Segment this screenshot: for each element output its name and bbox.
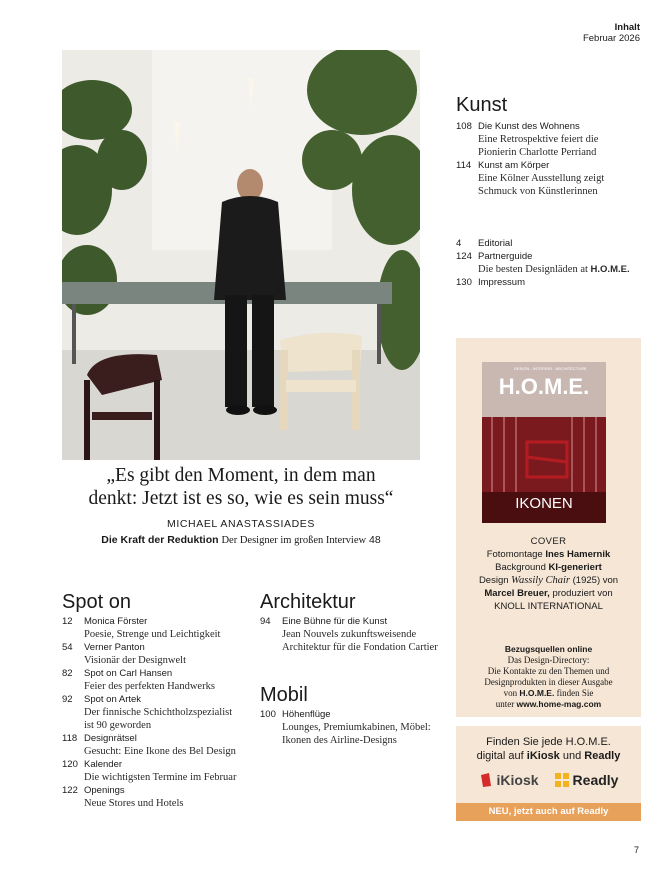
toc-title: Kunst am Körper — [478, 160, 550, 171]
credit-value: Ines Hamernik — [545, 549, 611, 560]
cover-panel — [456, 338, 641, 717]
toc-desc: Poesie, Strenge und Leichtigkeit — [84, 629, 221, 640]
page-number: 7 — [633, 845, 639, 855]
toc-desc: Gesucht: Eine Ikone des Bel Design — [84, 746, 236, 757]
toc-desc: Eine Retrospektive feiert die — [478, 134, 599, 145]
section-label: Inhalt — [614, 22, 640, 33]
quote-desc: Der Designer im großen Interview — [221, 535, 367, 546]
credit-background — [456, 561, 641, 574]
toc-desc: Feier des perfekten Handwerks — [84, 681, 215, 692]
toc-entry[interactable] — [456, 276, 646, 289]
credit-year: (1925) von — [572, 575, 619, 586]
toc-architektur — [260, 591, 460, 654]
toc-page: 92 — [62, 694, 73, 705]
cover-image — [482, 362, 606, 523]
toc-mobil — [260, 684, 460, 747]
toc-desc: ist 90 geworden — [84, 720, 152, 731]
credit-designer — [456, 587, 641, 600]
toc-desc: Visionär der Designwelt — [84, 655, 187, 666]
toc-entry[interactable] — [456, 237, 646, 250]
toc-page: 120 — [62, 759, 78, 770]
sources-line: Das Design-Directory: — [507, 655, 590, 665]
feature-photo — [62, 50, 420, 460]
credit-value: KI-generiert — [548, 562, 602, 573]
ikiosk-logo[interactable] — [479, 772, 539, 788]
toc-entry[interactable] — [62, 667, 252, 693]
toc-desc: Architektur für die Fondation Cartier — [282, 642, 438, 653]
toc-entry[interactable] — [456, 250, 646, 276]
brand-name: H.O.M.E. — [519, 688, 555, 698]
credit-label: Background — [495, 562, 546, 573]
toc-entry[interactable] — [62, 641, 252, 667]
toc-title: Spot on Carl Hansen — [84, 668, 173, 679]
section-title-mobil: Mobil — [260, 684, 308, 706]
credit-maker: KNOLL INTERNATIONAL — [494, 601, 603, 612]
digital-line-1: Finden Sie jede H.O.M.E. — [486, 736, 611, 748]
toc-kunst — [456, 94, 646, 198]
toc-desc — [478, 263, 646, 276]
ikiosk-name: iKiosk — [526, 750, 560, 762]
quote-topic: Die Kraft der Reduktion — [101, 534, 219, 546]
toc-desc: Ikonen des Airline-Designs — [282, 735, 397, 746]
toc-title: Openings — [84, 785, 125, 796]
cover-top-text: DESIGN · INTERIOR · ARCHITECTURE — [514, 366, 587, 371]
toc-title: Eine Bühne für die Kunst — [282, 616, 388, 627]
digital-text-part: digital auf — [476, 750, 524, 762]
toc-page: 122 — [62, 785, 78, 796]
toc-page: 12 — [62, 616, 73, 627]
toc-desc: Eine Kölner Ausstellung zeigt — [478, 173, 605, 184]
toc-page: 100 — [260, 709, 276, 720]
quote-author: MICHAEL ANASTASSIADES — [167, 518, 315, 530]
toc-desc: Jean Nouvels zukunftsweisende — [282, 629, 417, 640]
quote-page: 48 — [369, 534, 381, 546]
section-title-spot-on: Spot on — [62, 591, 131, 613]
feature-photo-illustration — [62, 50, 420, 460]
toc-title: Die Kunst des Wohnens — [478, 121, 580, 132]
quote-teaser — [62, 534, 420, 546]
credit-designer-name: Marcel Breuer, — [484, 588, 550, 599]
sources-box — [456, 644, 641, 710]
credit-item: Wassily Chair — [511, 575, 570, 586]
toc-title: Monica Förster — [84, 616, 148, 627]
credit-label: Fotomontage — [486, 549, 543, 560]
toc-title: Partnerguide — [478, 251, 533, 262]
sources-url-link[interactable]: www.home-mag.com — [516, 699, 602, 709]
section-title-architektur: Architektur — [260, 591, 356, 613]
toc-desc: Lounges, Premiumkabinen, Möbel: — [282, 722, 431, 733]
issue-label: Februar 2026 — [582, 33, 640, 44]
toc-desc: Der finnische Schichtholzspezialist — [84, 707, 233, 718]
toc-page: 108 — [456, 121, 472, 132]
toc-page: 118 — [62, 733, 78, 744]
section-title-kunst: Kunst — [456, 94, 508, 116]
toc-title: Höhenflüge — [282, 709, 331, 720]
toc-desc: Die wichtigsten Termine im Februar — [84, 772, 237, 783]
cover-title: IKONEN — [515, 495, 573, 512]
digital-text — [456, 735, 641, 763]
cover-masthead: H.O.M.E. — [498, 374, 590, 399]
readly-logo[interactable] — [555, 772, 619, 788]
toc-entry[interactable] — [62, 784, 252, 810]
toc-spot-on — [62, 591, 252, 810]
brand-name: H.O.M.E. — [590, 264, 630, 275]
credit-photo — [456, 548, 641, 561]
toc-entry[interactable] — [260, 615, 460, 654]
sources-title: Bezugsquellen online — [504, 644, 593, 654]
toc-desc: Schmuck von Künstlerinnen — [478, 186, 598, 197]
credit-design — [456, 574, 641, 587]
cover-illustration — [482, 362, 606, 523]
pull-quote — [62, 464, 420, 546]
cover-label: COVER — [530, 536, 567, 547]
toc-page: 124 — [456, 251, 472, 262]
ikiosk-logo-text: iKiosk — [496, 772, 539, 788]
toc-page: 130 — [456, 277, 472, 288]
toc-title: Verner Panton — [84, 642, 145, 653]
toc-misc — [456, 237, 646, 289]
toc-entry[interactable] — [456, 159, 646, 198]
toc-entry[interactable] — [62, 615, 252, 641]
running-header — [583, 22, 640, 44]
new-readly-banner: NEU, jetzt auch auf Readly — [456, 803, 641, 821]
toc-page: 82 — [62, 668, 73, 679]
ikiosk-icon — [479, 772, 493, 788]
toc-entry[interactable] — [62, 732, 252, 758]
sources-line — [456, 688, 641, 699]
digital-line-2 — [456, 749, 641, 763]
cover-credits — [456, 535, 641, 613]
toc-title: Kalender — [84, 759, 123, 770]
sources-text: finden Sie — [556, 688, 594, 698]
sources-line: Die Kontakte zu den Themen und — [487, 666, 610, 676]
credit-label: Design — [478, 575, 509, 586]
toc-desc-text: Die besten Designläden at — [478, 264, 588, 275]
toc-title: Editorial — [478, 238, 513, 249]
toc-entry[interactable] — [456, 120, 646, 159]
toc-entry[interactable] — [260, 708, 460, 747]
credit-produced: produziert von — [552, 588, 613, 599]
toc-page: 114 — [456, 160, 472, 171]
sources-line: Designprodukten in dieser Ausgabe — [484, 677, 613, 687]
readly-logo-text: Readly — [572, 772, 619, 788]
toc-entry[interactable] — [62, 758, 252, 784]
toc-page: 4 — [456, 238, 462, 249]
sources-line — [456, 699, 641, 710]
store-logos — [456, 772, 641, 788]
digital-text-part: und — [562, 750, 582, 762]
readly-icon — [555, 773, 569, 787]
toc-page: 54 — [62, 642, 73, 653]
sources-text: von — [503, 688, 518, 698]
toc-title: Designrätsel — [84, 733, 137, 744]
toc-title: Impressum — [478, 277, 525, 288]
toc-entry[interactable] — [62, 693, 252, 732]
toc-page: 94 — [260, 616, 271, 627]
quote-line-1: „Es gibt den Moment, in dem man — [106, 465, 376, 486]
sources-text: unter — [495, 699, 515, 709]
quote-line-2: denkt: Jetzt ist es so, wie es sein muss“ — [88, 488, 394, 509]
digital-availability-panel — [456, 726, 641, 821]
readly-name: Readly — [584, 750, 621, 762]
toc-desc: Pionierin Charlotte Perriand — [478, 147, 597, 158]
toc-desc: Neue Stores und Hotels — [84, 798, 184, 809]
toc-title: Spot on Artek — [84, 694, 142, 705]
